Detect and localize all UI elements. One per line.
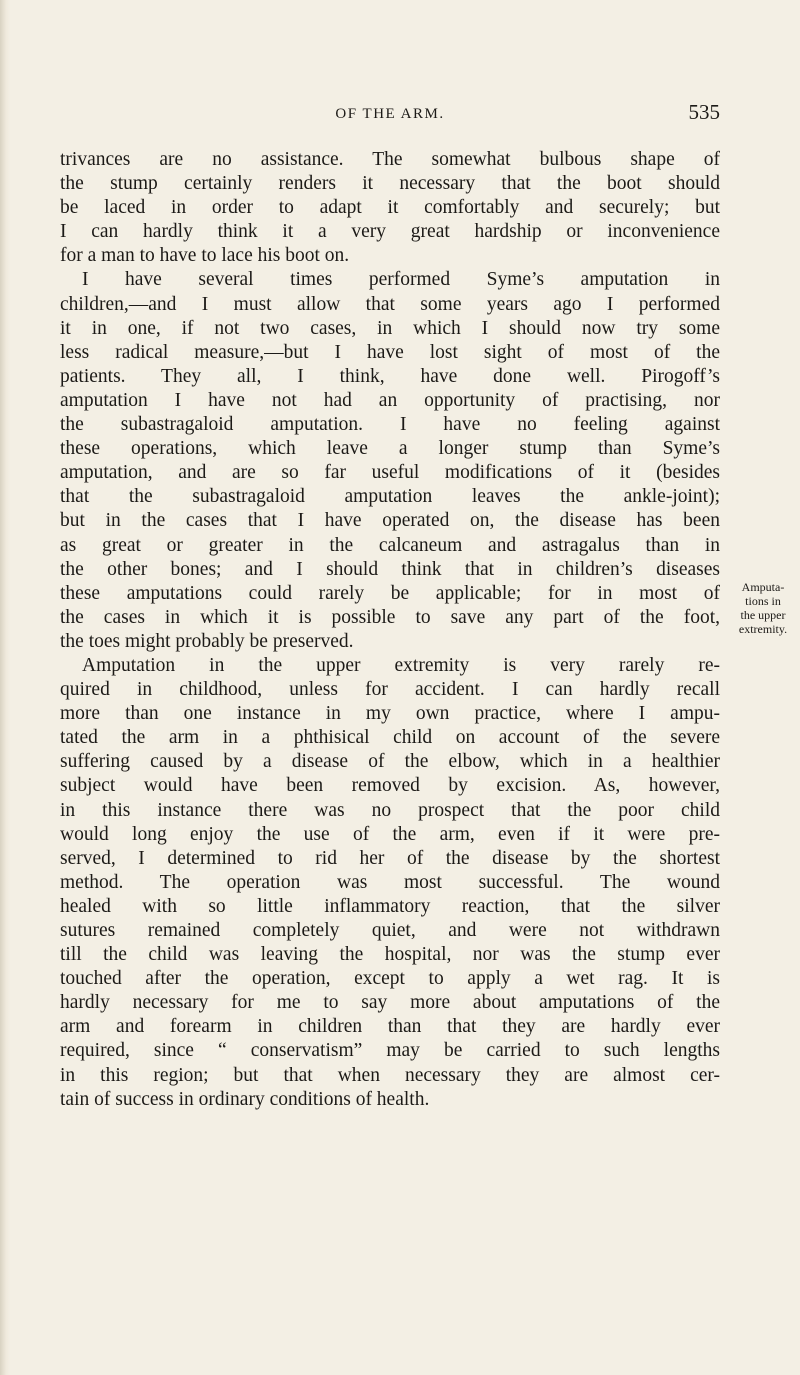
margin-note-line: extremity. [738,622,788,636]
text-line: suffering caused by a disease of the elbow, which in a healthier [60,751,720,773]
text-line: trivances are no assistance. The somewhat bulbous shape of [60,149,720,170]
text-line: more than one instance in my own practice, where I ampu- [60,703,720,725]
text-line: quired in childhood, unless for accident. I can hardly recall [60,679,720,701]
text-line: healed with so little inflammatory reaction, that the silver [60,895,720,917]
text-line: method. The operation was most successful. The wound [60,871,720,893]
text-line: I have several times performed Syme’s amputation in [82,269,720,291]
text-line: but in the cases that I have operated on, the disease has been [60,510,720,532]
text-line: touched after the operation, except to apply a wet rag. It is [60,968,720,990]
text-line: these amputations could rarely be applicable; for in most of [60,582,720,604]
text-line: sutures remained completely quiet, and were not withdrawn [60,920,720,941]
page-number: 535 [688,100,720,124]
text-line: required, since “ conservatism” may be carried to such lengths [60,1040,720,1062]
text-line: these operations, which leave a longer stump than Syme’s [60,438,720,460]
text-line: subject would have been removed by excision. As, however, [60,775,720,797]
text-line: would long enjoy the use of the arm, even if it were pre- [60,823,720,845]
text-line: the cases in which it is possible to save any part of the foot, [60,606,720,628]
text-line: the other bones; and I should think that in children’s diseases [60,558,720,580]
body-text [60,148,720,1112]
text-line: for a man to have to lace his boot on. [60,245,350,267]
text-line: the stump certainly renders it necessary that the boot should [60,173,720,195]
text-line: as great or greater in the calcaneum and astragalus than in [60,534,720,556]
text-line: patients. They all, I think, have done well. Pirogoff’s [60,365,720,387]
text-line: amputation I have not had an opportunity of practising, nor [60,389,720,411]
margin-note-line: tions in [745,594,781,608]
text-line: tated the arm in a phthisical child on account of the severe [60,727,720,749]
text-line: children,—and I must allow that some years ago I performed [60,293,720,315]
page-header [60,100,720,130]
margin-note-line: Amputa- [741,580,785,594]
text-line: that the subastragaloid amputation leaves the ankle-joint); [60,486,720,508]
text-line: in this instance there was no prospect that the poor child [60,799,720,821]
text-line: in this region; but that when necessary they are almost cer- [60,1064,720,1086]
text-line: amputation, and are so far useful modifications of it (besides [60,462,720,484]
text-line: arm and forearm in children than that they are hardly ever [60,1016,720,1038]
text-line: the toes might probably be preserved. [60,630,354,652]
text-line: Amputation in the upper extremity is very rarely re- [82,654,720,676]
text-line: be laced in order to adapt it comfortably and securely; but [60,197,720,219]
text-line: served, I determined to rid her of the disease by the shortest [60,847,720,869]
text-line: hardly necessary for me to say more about amputations of the [60,992,720,1014]
text-line: tain of success in ordinary conditions of health. [60,1088,430,1110]
running-head: OF THE ARM. [335,106,445,122]
page-gutter-shadow [0,0,10,1375]
text-line: I can hardly think it a very great hardship or inconvenience [60,221,720,243]
text-line: the subastragaloid amputation. I have no feeling against [60,414,720,436]
margin-note-line: the upper [740,608,786,622]
text-line: it in one, if not two cases, in which I should now try some [60,317,720,339]
text-line: till the child was leaving the hospital, nor was the stump ever [60,944,720,966]
margin-note [727,580,799,636]
text-line: less radical measure,—but I have lost sight of most of the [60,341,720,363]
